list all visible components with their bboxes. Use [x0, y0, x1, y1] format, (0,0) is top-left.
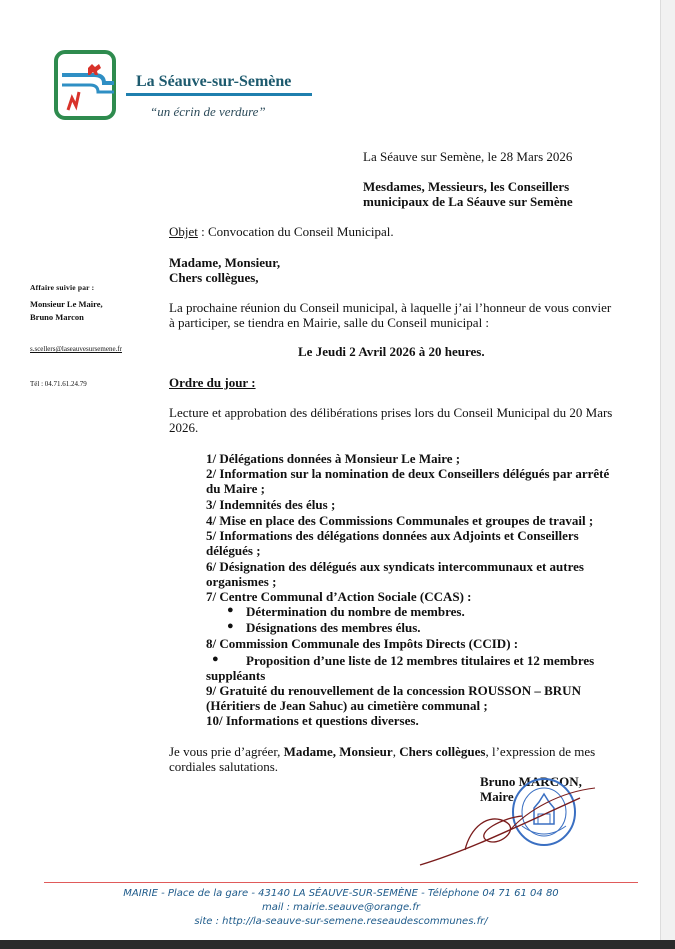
footer-address: MAIRIE - Place de la gare - 43140 LA SÉAUVE-SUR-SEMÈNE - Téléphone 04 71 61 04 80 [123, 888, 559, 899]
logo-rule [126, 93, 312, 96]
agenda-item: 4/ Mise en place des Commissions Communales et groupes de travail ; [206, 513, 594, 528]
bullet-icon: ● [227, 604, 234, 616]
closing-line: cordiales salutations. [169, 759, 279, 774]
page-edge-bottom [0, 940, 675, 949]
agenda-subitem: suppléants [206, 668, 266, 683]
object-line [169, 224, 394, 240]
bullet-icon: ● [227, 620, 234, 632]
footer-site: site : http://la-seauve-sur-semene.reseaudescommunes.fr/ [194, 916, 488, 927]
recipient-line: municipaux de La Séauve sur Semène [363, 194, 573, 209]
object-label: Objet [169, 224, 198, 239]
agenda-item: 3/ Indemnités des élus ; [206, 497, 336, 512]
sidebar-heading: Affaire suivie par : [30, 283, 95, 292]
agenda-item: 1/ Délégations données à Monsieur Le Maire ; [206, 451, 461, 466]
object-text: : Convocation du Conseil Municipal. [197, 224, 394, 239]
sidebar-email: s.scellers@laseauvesursemene.fr [30, 345, 122, 353]
agenda-subitem: Proposition d’une liste de 12 membres titulaires et 12 membres [246, 653, 595, 668]
sidebar-contact: Bruno Marcon [30, 312, 84, 322]
agenda-subitem: Désignations des membres élus. [246, 620, 421, 635]
agenda-item: organismes ; [206, 574, 277, 589]
sidebar-phone: Tél : 04.71.61.24.79 [30, 380, 87, 388]
agenda-item: 10/ Informations et questions diverses. [206, 713, 419, 728]
signature-icon [410, 770, 610, 870]
footer-mail: mail : mairie.seauve@orange.fr [262, 902, 420, 913]
agenda-item: 6/ Désignation des délégués aux syndicats intercommunaux et autres [206, 559, 584, 574]
agenda-subitem: Détermination du nombre de membres. [246, 604, 465, 619]
salutation-line: Chers collègues, [169, 270, 259, 285]
salutation-line: Madame, Monsieur, [169, 255, 281, 270]
sidebar-contact: Monsieur Le Maire, [30, 299, 103, 309]
intro-line: à participer, se tiendra en Mairie, salle du Conseil municipal : [169, 315, 490, 330]
agenda-item: (Héritiers de Jean Sahuc) au cimetière communal ; [206, 698, 488, 713]
agenda-item: 2/ Information sur la nomination de deux Conseillers délégués par arrêté [206, 466, 610, 481]
org-name: La Séauve-sur-Semène [136, 73, 292, 90]
agenda-item: 9/ Gratuité du renouvellement de la concession ROUSSON – BRUN [206, 683, 581, 698]
agenda-item: 7/ Centre Communal d’Action Sociale (CCAS) : [206, 589, 472, 604]
tagline: “un écrin de verdure” [150, 104, 266, 119]
agenda-item: délégués ; [206, 543, 261, 558]
meeting-date: Le Jeudi 2 Avril 2026 à 20 heures. [298, 344, 485, 359]
intro-line: La prochaine réunion du Conseil municipal, à laquelle j’ai l’honneur de vous convier [169, 300, 612, 315]
date-line: La Séauve sur Semène, le 28 Mars 2026 [363, 149, 573, 164]
bullet-icon: ● [212, 653, 219, 665]
signer-title: Maire [480, 789, 514, 804]
agenda-title: Ordre du jour : [169, 375, 256, 390]
approval-line: Lecture et approbation des délibérations prises lors du Conseil Municipal du 20 Mars [169, 405, 613, 420]
agenda-item: du Maire ; [206, 481, 265, 496]
signer-name: Bruno MARCON, [480, 774, 582, 789]
page-edge-right [660, 0, 675, 949]
town-logo-icon [54, 50, 116, 120]
footer-rule [44, 882, 638, 883]
recipient-line: Mesdames, Messieurs, les Conseillers [363, 179, 570, 194]
agenda-item: 8/ Commission Communale des Impôts Directs (CCID) : [206, 636, 519, 651]
closing-line: Je vous prie d’agréer, Madame, Monsieur, Chers collègues, l’expression de mes [169, 744, 596, 759]
approval-line: 2026. [169, 420, 199, 435]
agenda-item: 5/ Informations des délégations données aux Adjoints et Conseillers [206, 528, 579, 543]
